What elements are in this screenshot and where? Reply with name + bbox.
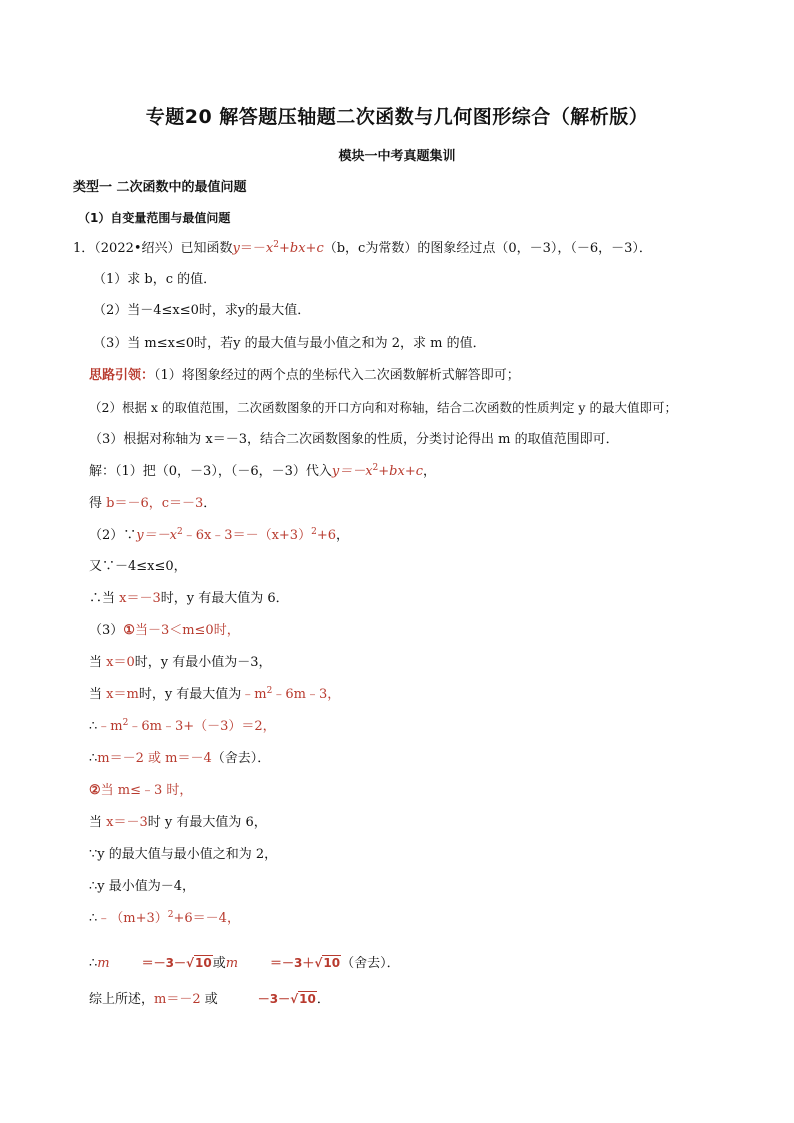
solution-formula: 当－3＜m≤0时， — [134, 623, 240, 638]
solution-text: 解：（1）把（0，－3），（－6，－3）代入 — [89, 464, 332, 479]
solution-formula: m＝－2 或 m＝－4 — [97, 751, 212, 766]
solution-formula: m — [97, 956, 110, 971]
solution-line-7 — [89, 654, 272, 672]
problem-source: （2022•绍兴）已知函数 — [94, 241, 233, 256]
page-subtitle: 模块一中考真题集训 — [338, 149, 456, 164]
root-expr-text: ＝－3－ — [141, 956, 186, 970]
solution-text: 或 — [212, 956, 226, 971]
root-expression-3 — [258, 992, 317, 1006]
solution-text: 时，y 有最大值为 — [138, 687, 242, 702]
solution-line-4: 又∵－4≤x≤0， — [89, 559, 187, 574]
solution-text: ， — [335, 528, 349, 543]
solution-formula: ﹣6m﹣3+（－3）＝2， — [128, 719, 276, 734]
problem-fn-rest: +bx+c — [279, 241, 324, 256]
case-marker: ② — [89, 783, 101, 798]
solution-line-16 — [89, 954, 400, 973]
case-marker: ① — [123, 623, 135, 638]
solution-exponent: 2 — [167, 910, 174, 920]
solution-text: 时，y 有最大值为 6． — [160, 591, 289, 606]
radicand: 10 — [323, 956, 341, 970]
solution-text: ∴ — [89, 751, 98, 766]
type-heading: 类型一 二次函数中的最值问题 — [73, 180, 247, 195]
solution-formula: x＝m — [106, 687, 139, 702]
solution-formula: m＝－2 — [154, 992, 201, 1007]
solution-text: 时 y 有最大值为 6， — [147, 815, 267, 830]
problem-fn-y: y — [232, 241, 240, 256]
hint-line-3: （3）根据对称轴为 x＝－3，结合二次函数图象的性质，分类讨论得出 m 的取值范围即可． — [89, 432, 619, 447]
solution-text: （3） — [89, 623, 124, 638]
question-1: （1）求 b，c 的值． — [93, 272, 217, 287]
question-2: （2）当－4≤x≤0时，求y的最大值． — [93, 303, 311, 318]
solution-formula: +6＝－4， — [173, 911, 240, 926]
solution-line-15 — [89, 910, 240, 928]
solution-formula: ﹣6m﹣3， — [272, 687, 341, 702]
solution-text: ∴当 — [89, 591, 120, 606]
solution-line-1 — [89, 463, 436, 481]
hint-line-2: （2）根据 x 的取值范围，二次函数图象的开口方向和对称轴，结合二次函数的性质判定 y 的最大值即可； — [89, 400, 677, 415]
solution-formula: y＝－x — [136, 528, 177, 543]
solution-formula: ﹣m — [97, 719, 123, 734]
problem-number: 1． — [73, 241, 95, 256]
root-expr-text: －3－ — [257, 992, 291, 1006]
problem-fn-eq: ＝－ — [239, 241, 266, 256]
page-title: 专题20 解答题压轴题二次函数与几何图形综合（解析版） — [145, 106, 649, 128]
solution-line-5 — [89, 590, 289, 608]
solution-exponent: 2 — [176, 527, 183, 537]
hint-text-1: （1）将图象经过的两个点的坐标代入二次函数解析式解答即可； — [154, 368, 520, 383]
solution-formula: +bx+c — [378, 464, 424, 479]
solution-line-11 — [89, 782, 192, 800]
solution-line-6 — [89, 622, 240, 640]
solution-text: ． — [316, 992, 330, 1007]
hint-line-1 — [89, 367, 520, 385]
solution-formula: m — [225, 956, 239, 971]
solution-line-3 — [89, 527, 349, 545]
solution-line-17 — [89, 990, 330, 1009]
solution-exponent: 2 — [372, 463, 379, 473]
solution-text: 当 — [89, 815, 107, 830]
solution-text: （舍去）． — [341, 956, 400, 971]
hint-label: 思路引领： — [89, 368, 155, 383]
solution-text: 综上所述， — [89, 992, 155, 1007]
root-expr-text: ＝－3＋ — [270, 956, 315, 970]
solution-formula: 当 m≤﹣3 时， — [100, 783, 193, 798]
problem-fn-exp: 2 — [273, 240, 279, 250]
solution-line-8 — [89, 686, 340, 704]
solution-line-13: ∵y 的最大值与最小值之和为 2， — [89, 847, 278, 862]
solution-exponent: 2 — [122, 718, 129, 728]
solution-formula: b＝－6，c＝－3 — [106, 496, 204, 511]
solution-text: 当 — [89, 687, 107, 702]
solution-line-9 — [89, 718, 276, 736]
solution-formula: y＝－x — [331, 464, 373, 479]
solution-text: ∴ — [89, 956, 98, 971]
solution-text: ∴ — [89, 719, 98, 734]
problem-statement — [73, 240, 652, 258]
solution-line-14: ∴y 最小值为－4， — [89, 879, 196, 894]
sqrt-icon: √ — [290, 992, 299, 1006]
sqrt-icon: √ — [185, 956, 194, 970]
solution-formula: ﹣m — [241, 687, 267, 702]
radicand: 10 — [299, 992, 316, 1006]
solution-formula: x＝－3 — [119, 591, 161, 606]
solution-text: （舍去）． — [211, 751, 271, 766]
solution-text: （2）∵ — [89, 528, 137, 543]
solution-text: 得 — [89, 496, 107, 511]
solution-formula: x＝0 — [106, 655, 135, 670]
solution-text: ， — [423, 464, 437, 479]
solution-formula: ﹣6x﹣3＝－（x+3） — [182, 528, 312, 543]
solution-text: 时，y 有最小值为－3， — [134, 655, 272, 670]
problem-condition: （b，c为常数）的图象经过点（0，－3），（－6，－3）． — [323, 241, 652, 256]
solution-exponent: 2 — [266, 686, 273, 696]
solution-formula: x＝－3 — [106, 815, 148, 830]
question-3: （3）当 m≤x≤0时，若y 的最大值与最小值之和为 2，求 m 的值． — [93, 336, 486, 351]
sub-heading: （1）自变量范围与最值问题 — [78, 211, 231, 225]
solution-text: ． — [203, 496, 217, 511]
solution-formula: +6 — [316, 528, 336, 543]
solution-exponent: 2 — [311, 527, 317, 537]
radicand: 10 — [194, 956, 212, 970]
solution-line-12 — [89, 814, 267, 832]
root-expression-2 — [270, 956, 341, 970]
solution-line-2 — [89, 495, 216, 513]
solution-text: 或 — [200, 992, 218, 1007]
solution-text: 当 — [89, 655, 107, 670]
solution-text: ∴ — [89, 911, 98, 926]
sqrt-icon: √ — [314, 956, 323, 970]
problem-fn-x: x — [265, 241, 274, 256]
root-expression-1 — [142, 956, 213, 970]
solution-formula: ﹣（m+3） — [97, 911, 168, 926]
solution-line-10 — [89, 750, 270, 768]
